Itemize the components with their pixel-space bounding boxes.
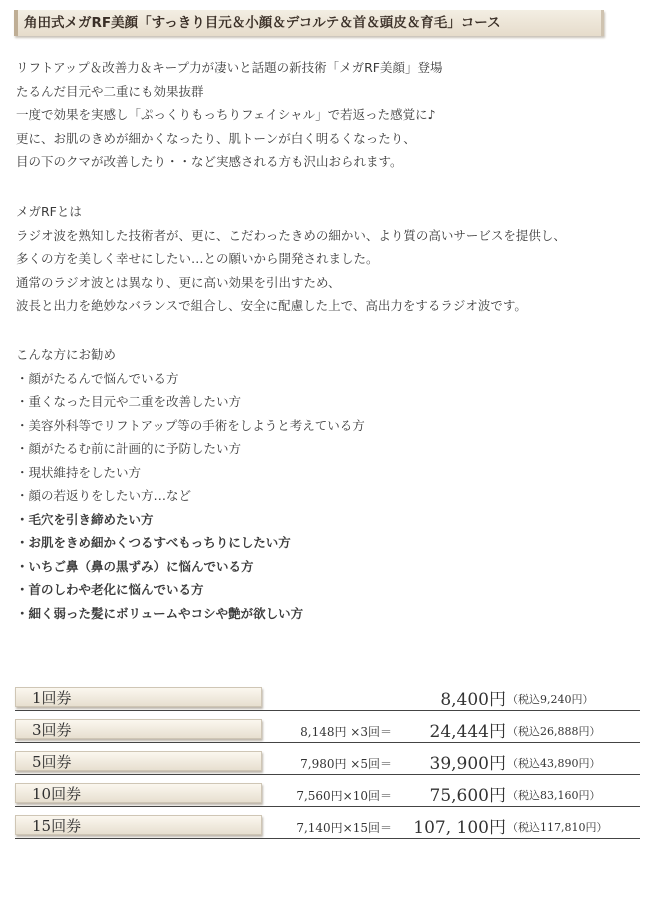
price-calc: 7,140円×15回＝: [296, 821, 392, 835]
recommend-item: ・顔がたるむ前に計画的に予防したい方: [16, 441, 242, 456]
price-amount: 75,600円: [429, 786, 506, 806]
about-heading: メガRFとは: [16, 204, 82, 219]
recommend-item: ・お肌をきめ細かくつるすべもっちりにしたい方: [16, 535, 291, 550]
price-calc: 7,980円 ×5回＝: [300, 757, 392, 771]
price-calc: 7,560円×10回＝: [296, 789, 392, 803]
intro-section: [16, 56, 443, 174]
price-row: [15, 717, 640, 743]
recommend-item: ・美容外科等でリフトアップ等の手術をしようと考えている方: [16, 417, 365, 433]
recommend-heading: こんな方にお勧め: [16, 347, 117, 362]
row-divider: [15, 838, 640, 839]
recommend-item: ・いちご鼻（鼻の黒ずみ）に悩んでいる方: [16, 558, 254, 574]
recommend-section: [16, 343, 365, 625]
price-tax: （税込83,160円）: [507, 789, 601, 802]
ticket-label: 5回券: [15, 751, 262, 771]
row-divider: [15, 774, 640, 775]
row-divider: [15, 742, 640, 743]
price-row: [15, 749, 640, 775]
intro-line: リフトアップ＆改善力＆キープ力が凄いと話題の新技術「メガRF美顔」登場: [16, 60, 443, 75]
recommend-item: ・毛穴を引き締めたい方: [16, 511, 154, 527]
price-amount: 8,400円: [440, 690, 506, 710]
price-row: [15, 685, 640, 711]
recommend-item: ・現状維持をしたい方: [16, 464, 142, 480]
price-amount: 107, 100円: [413, 818, 506, 838]
row-divider: [15, 806, 640, 807]
recommend-item: ・顔がたるんで悩んでいる方: [16, 370, 179, 386]
price-amount: 24,444円: [429, 722, 506, 742]
price-tax: （税込117,810円）: [507, 821, 608, 834]
recommend-item: ・重くなった目元や二重を改善したい方: [16, 394, 242, 409]
recommend-item: ・顔の若返りをしたい方…など: [16, 488, 192, 503]
intro-line: 一度で効果を実感し「ぷっくりもっちりフェイシャル」で若返った感覚に♪: [16, 107, 436, 122]
price-tax: （税込26,888円）: [507, 725, 601, 738]
price-row: [15, 813, 640, 839]
row-divider: [15, 710, 640, 711]
about-line: 波長と出力を絶妙なバランスで組合し、安全に配慮した上で、高出力をするラジオ波です。: [16, 298, 527, 313]
intro-line: 目の下のクマが改善したり・・など実感される方も沢山おられます。: [16, 154, 403, 169]
ticket-label: 1回券: [15, 687, 262, 707]
ticket-label: 3回券: [15, 719, 262, 739]
intro-line: 更に、お肌のきめが細かくなったり、肌トーンが白く明るくなったり、: [16, 130, 416, 146]
price-row: [15, 781, 640, 807]
recommend-item: ・首のしわや老化に悩んでいる方: [16, 582, 204, 597]
ticket-label: 15回券: [15, 815, 262, 835]
price-tax: （税込9,240円）: [507, 693, 594, 706]
price-tax: （税込43,890円）: [507, 757, 601, 770]
about-section: [16, 200, 566, 318]
price-calc: 8,148円 ×3回＝: [300, 725, 392, 739]
about-line: ラジオ波を熟知した技術者が、更に、こだわったきめの細かい、より質の高いサービスを提供し、: [16, 227, 566, 243]
intro-line: たるんだ目元や二重にも効果抜群: [16, 83, 204, 99]
recommend-item: ・細く弱った髪にボリュームやコシや艶が欲しい方: [16, 605, 304, 621]
ticket-label: 10回券: [15, 783, 262, 803]
about-line: 通常のラジオ波とは異なり、更に高い効果を引出すため、: [16, 274, 341, 290]
price-amount: 39,900円: [429, 754, 506, 774]
course-title: 角田式メガRF美顔「すっきり目元＆小顔＆デコルテ＆首＆頭皮＆育毛」コース: [14, 10, 604, 36]
about-line: 多くの方を美しく幸せにしたい…との願いから開発されました。: [16, 251, 379, 266]
